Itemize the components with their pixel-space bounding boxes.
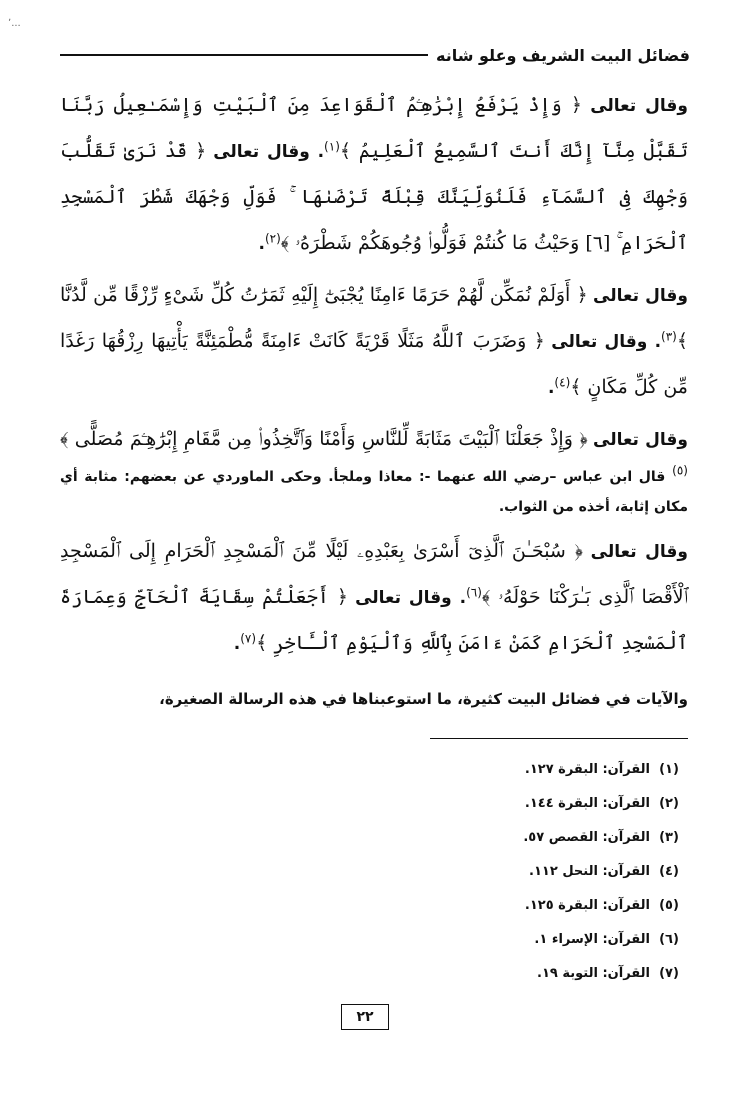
sentence-end: . xyxy=(547,378,555,398)
footnote-ref: (٧) xyxy=(240,631,257,646)
footnote-item xyxy=(60,888,688,922)
quran-verse: ﴿ قَدْ نَرَىٰ تَقَلُّبَ وَجْهِكَ فِى ٱلسَّمَآءِ فَلَنُوَلِّيَنَّكَ قِبْلَةً تَرْضَىٰهَا ۚ فَوَلِّ وَجْهَكَ شَطْرَ ٱلْمَسْجِدِ ٱلْحَرَامِ ۚ [٦] وَحَيْثُ مَا كُنتُمْ فَوَلُّوا۟ وُجُوهَكُمْ شَطْرَهُۥ ﴾ xyxy=(60,140,688,254)
footnotes-list xyxy=(60,752,688,990)
running-header xyxy=(60,40,690,70)
footnote-text: القرآن: النحل ١١٢. xyxy=(529,863,650,879)
footnote-separator xyxy=(430,738,688,739)
verse-intro: وقال تعالى xyxy=(590,542,689,562)
quran-verse: ﴿ وَإِذْ يَرْفَعُ إِبْرَٰهِـۧمُ ٱلْقَوَاعِدَ مِنَ ٱلْبَيْتِ وَإِسْمَـٰعِيلُ رَبَّنَا تَقَبَّلْ مِنَّآ إِنَّكَ أَنتَ ٱلسَّمِيعُ ٱلْعَلِيمُ ﴾ xyxy=(60,94,688,162)
page-number: ٢٢ xyxy=(341,1004,389,1030)
footnote-ref: (٥) xyxy=(672,463,688,478)
commentary-text: قال ابن عباس –رضي الله عنهما -: معاذا وملجأ. وحكى الماوردي عن بعضهم: مثابة أي مكان إثابة، أخذه من الثواب. xyxy=(60,469,688,515)
verse-intro: وقال تعالى xyxy=(593,286,688,306)
header-rule xyxy=(60,54,428,56)
footnote-ref: (١) xyxy=(324,139,340,154)
footnote-number: (١) xyxy=(659,761,679,777)
footnote-item xyxy=(60,786,688,820)
footnote-item xyxy=(60,956,688,990)
paragraph-3 xyxy=(60,416,688,522)
footnote-text: القرآن: البقرة ١٢٧. xyxy=(524,761,650,777)
verse-intro: وقال تعالى xyxy=(590,96,688,116)
footnote-number: (٥) xyxy=(659,897,679,913)
summary-line: والآيات في فضائل البيت كثيرة، ما استوعبناها في هذه الرسالة الصغيرة، xyxy=(159,690,688,708)
footnote-text: القرآن: البقرة ١٤٤. xyxy=(524,795,650,811)
main-text xyxy=(60,82,688,672)
footnote-item xyxy=(60,922,688,956)
sentence-end: . xyxy=(233,634,241,654)
quran-verse: ﴿ وَضَرَبَ ٱللَّهُ مَثَلًا قَرْيَةً كَانَتْ ءَامِنَةً مُّطْمَئِنَّةً يَأْتِيهَا رِزْقُهَا رَغَدًا مِّن كُلِّ مَكَانٍ ﴾ xyxy=(60,330,688,398)
verse-intro: وقال تعالى xyxy=(593,430,688,450)
footnote-number: (٢) xyxy=(659,795,679,811)
footnote-ref: (٢) xyxy=(264,231,281,246)
footnote-item xyxy=(60,820,688,854)
quran-verse: ﴿ سُبْحَـٰنَ ٱلَّذِىٓ أَسْرَىٰ بِعَبْدِهِۦ لَيْلًا مِّنَ ٱلْمَسْجِدِ ٱلْحَرَامِ إِلَى ٱلْمَسْجِدِ ٱلْأَقْصَا ٱلَّذِى بَـٰرَكْنَا حَوْلَهُۥ ﴾ xyxy=(60,540,688,608)
paragraph-1 xyxy=(60,82,688,266)
footnote-item xyxy=(60,854,688,888)
footnote-text: القرآن: الإسراء ١. xyxy=(534,931,650,947)
quran-verse: ﴿ أَوَلَمْ نُمَكِّن لَّهُمْ حَرَمًا ءَامِنًا يُجْبَىٰٓ إِلَيْهِ ثَمَرَٰتُ كُلِّ شَىْءٍ رِّزْقًا مِّن لَّدُنَّا ﴾ xyxy=(60,284,688,352)
footnote-number: (٤) xyxy=(659,863,679,879)
footnote-number: (٧) xyxy=(659,965,679,981)
quran-verse: ﴿ أَجَعَلْتُمْ سِقَايَةَ ٱلْحَآجِّ وَعِمَارَةَ ٱلْمَسْجِدِ ٱلْحَرَامِ كَمَنْ ءَامَنَ بِٱللَّهِ وَٱلْيَوْمِ ٱلْـَٔاخِرِ ﴾ xyxy=(60,586,688,654)
footnote-text: القرآن: التوبة ١٩. xyxy=(537,965,650,981)
header-title: فضائل البيت الشريف وعلو شانه xyxy=(436,45,690,65)
verse-intro: . وقال تعالى xyxy=(213,142,325,162)
corner-mark: ٬... xyxy=(8,18,21,29)
footnote-text: القرآن: البقرة ١٢٥. xyxy=(524,897,650,913)
footnote-ref: (٤) xyxy=(554,375,571,390)
paragraph-4 xyxy=(60,528,688,666)
paragraph-2 xyxy=(60,272,688,410)
verse-intro: . وقال تعالى xyxy=(355,588,467,608)
footnote-text: القرآن: القصص ٥٧. xyxy=(523,829,650,845)
footnote-ref: (٣) xyxy=(661,329,677,344)
footnote-number: (٦) xyxy=(659,931,679,947)
verse-intro: . وقال تعالى xyxy=(551,332,662,352)
footnote-number: (٣) xyxy=(659,829,679,845)
footnote-item xyxy=(60,752,688,786)
quran-verse: ﴿ وَإِذْ جَعَلْنَا ٱلْبَيْتَ مَثَابَةً لِّلنَّاسِ وَأَمْنًا وَٱتَّخِذُوا۟ مِن مَّقَامِ إِبْرَٰهِـۧمَ مُصَلًّى ﴾ xyxy=(60,428,588,450)
sentence-end: . xyxy=(258,234,265,254)
footnote-ref: (٦) xyxy=(466,585,482,600)
